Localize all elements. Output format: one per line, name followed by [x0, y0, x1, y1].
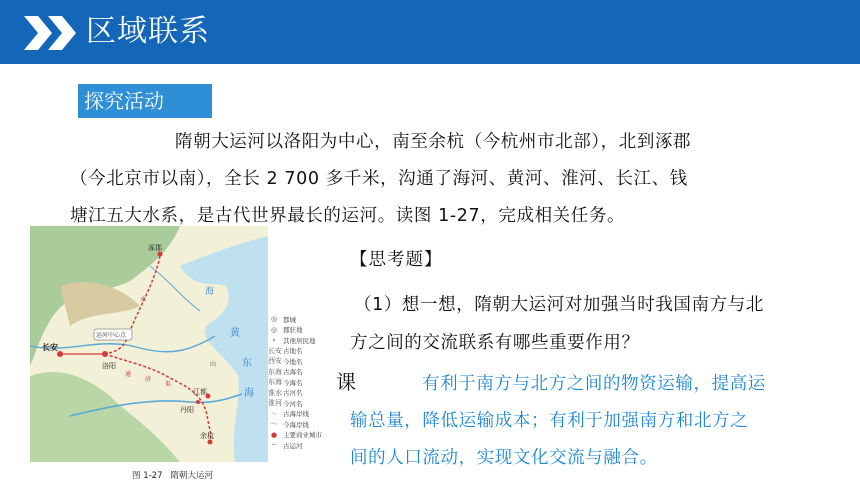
legend-item: ◎ 郡驻地 — [270, 325, 303, 335]
map-label-hai-2: 海 — [244, 388, 254, 399]
intro-line-1: 隋朝大运河以洛阳为中心，南至余杭（今杭州市北部），北到涿郡 — [175, 132, 692, 152]
map-label-tong: 通 — [125, 371, 132, 378]
legend-item: 长安 古地名 — [268, 346, 303, 356]
map-label-luoyang: 洛阳 — [102, 362, 116, 370]
double-chevron-icon — [22, 14, 82, 52]
page-title: 区域联系 — [86, 14, 210, 49]
question-1-line-2: 方之间的交流联系有哪些重要作用？ — [350, 333, 640, 353]
legend-item: 东海 今海名 — [268, 378, 303, 387]
intro-line-2: （今北京市以南），全长 2 700 多千米，沟通了海河、黄河、淮河、长江、钱 — [70, 169, 688, 189]
map-label-danyang: 丹阳 — [180, 406, 194, 414]
question-heading: 【思考题】 — [350, 250, 443, 270]
legend-item: ◎ 都城 — [270, 315, 296, 324]
map-label-shan: 山 — [210, 361, 217, 368]
map-label-ji: 济 — [145, 376, 152, 383]
caption-text: 隋朝大运河 — [170, 471, 214, 481]
answer-line-1: 有利于南方与北方之间的物资运输，提高运 — [422, 374, 766, 394]
legend-item: 东海 古海名 — [268, 367, 303, 377]
grand-canal-map — [30, 226, 268, 462]
map-label-changan: 长安 — [42, 343, 58, 352]
legend-item: ┄ 古运河 — [271, 441, 303, 450]
legend-item: 淮河 今河名 — [268, 399, 303, 408]
map-label-yuhang: 余杭 — [200, 432, 214, 440]
kecheng-mark: 课 — [336, 370, 356, 394]
question-1-line-1: （1）想一想，隋朝大运河对加强当时我国南方与北 — [354, 295, 764, 315]
answer-text — [350, 366, 850, 477]
map-label-dong: 东 — [242, 358, 252, 369]
map-label-zhuojun: 涿郡 — [148, 244, 162, 252]
legend-item: ～ 今海岸线 — [270, 420, 309, 429]
intro-paragraph — [70, 124, 850, 235]
map-label-center: 运河中心点 — [96, 332, 127, 339]
legend-item: 西安 今地名 — [268, 357, 303, 366]
question-1 — [350, 286, 850, 362]
section-badge: 探究活动 — [78, 84, 212, 118]
legend-item: ∘ 其他居民地 — [271, 336, 316, 345]
map-label-yong: 永 — [140, 296, 147, 303]
intro-line-3: 塘江五大水系，是古代世界最长的运河。读图 1-27，完成相关任务。 — [70, 206, 626, 226]
answer-line-3: 间的人口流动，实现文化交流与融合。 — [350, 448, 658, 468]
map-legend — [268, 314, 346, 451]
map-label-hai: 海 — [205, 287, 215, 297]
legend-item: 淮水 古河名 — [268, 388, 303, 398]
legend-item: ～ 古海岸线 — [270, 409, 309, 419]
map-label-qu: 渠 — [165, 381, 172, 388]
header-bar — [0, 0, 860, 64]
legend-item: ● 主要商业城市 — [270, 430, 322, 440]
map-caption — [132, 469, 221, 481]
answer-line-2: 输总量，降低运输成本；有利于加强南方和北方之 — [350, 411, 749, 431]
caption-number: 图 1-27 — [132, 471, 163, 481]
map-label-jiangdu: 江都 — [193, 388, 207, 396]
map-label-huang: 黄 — [230, 328, 240, 339]
